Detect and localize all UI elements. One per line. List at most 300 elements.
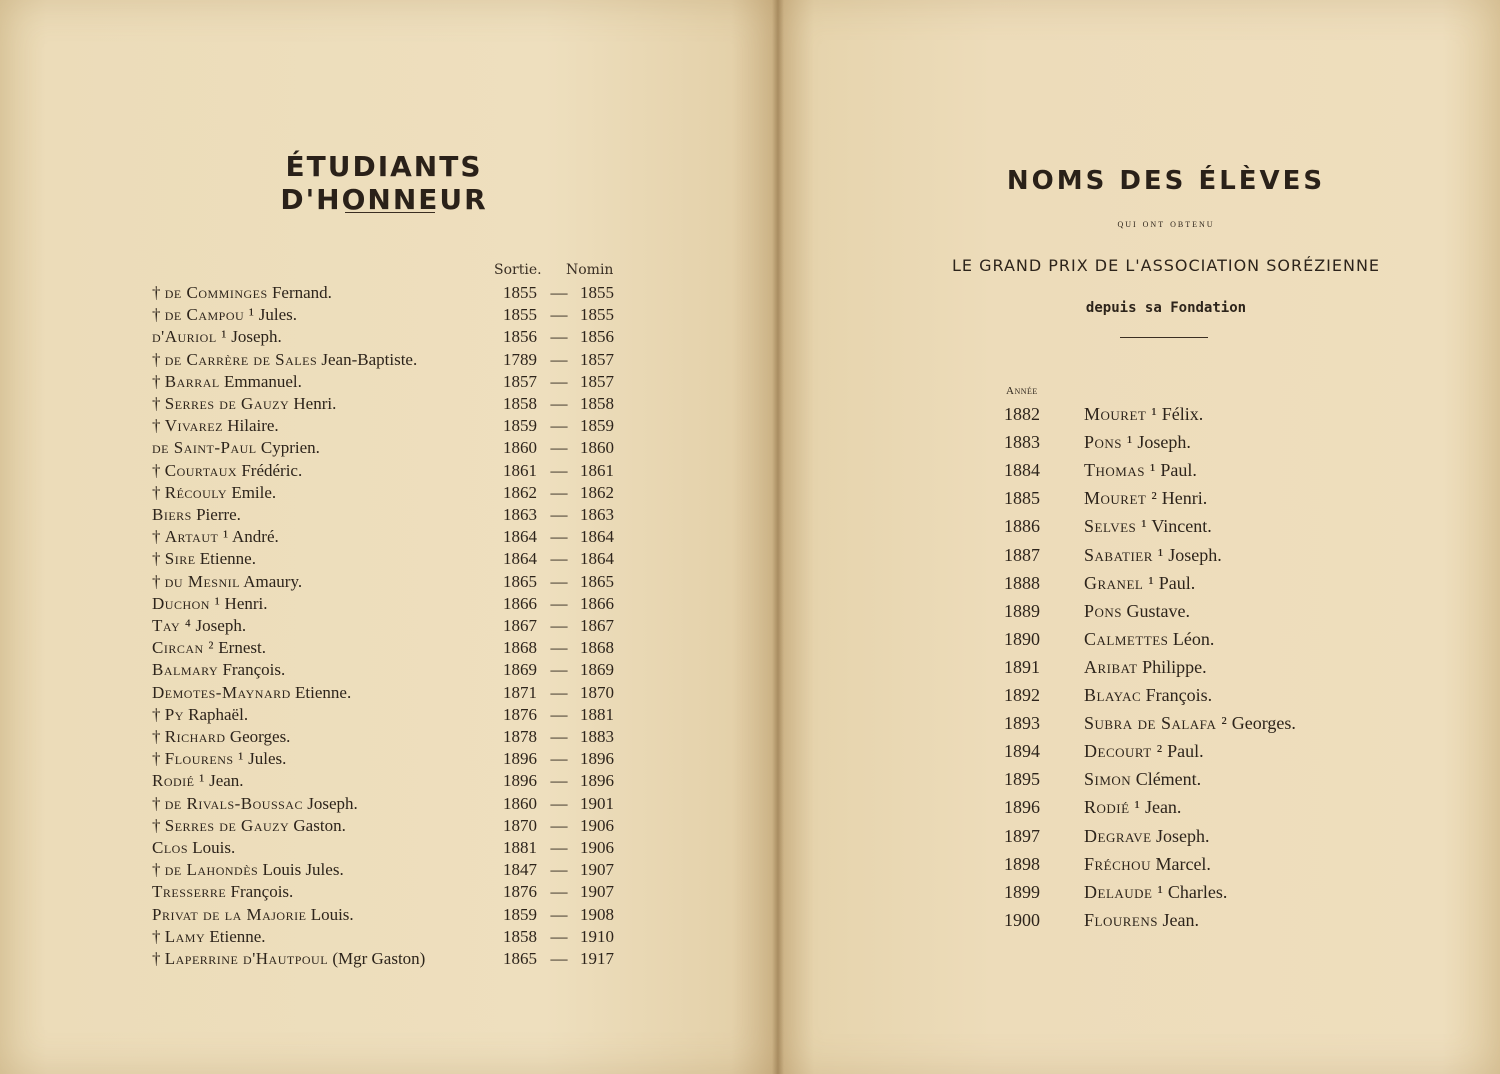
student-name bbox=[152, 637, 266, 659]
student-name bbox=[152, 326, 282, 348]
deceased-mark: † bbox=[152, 949, 165, 968]
prize-year: 1888 bbox=[1004, 572, 1040, 593]
year-dash: — bbox=[550, 904, 568, 924]
student-name bbox=[152, 415, 279, 437]
student-surname: de Saint-Paul bbox=[152, 438, 257, 458]
left-title-rule bbox=[345, 212, 435, 213]
student-surname: de Campou ¹ bbox=[164, 305, 255, 325]
deceased-mark: † bbox=[152, 571, 165, 591]
grand-prix-row bbox=[1004, 598, 1344, 624]
nomination-year: 1865 bbox=[580, 571, 614, 591]
nomination-year: 1907 bbox=[580, 882, 614, 902]
student-given-name: Joseph. bbox=[302, 793, 358, 813]
student-given-name: (Mgr Gaston) bbox=[328, 949, 426, 968]
laureate-given-name: Georges. bbox=[1227, 713, 1296, 734]
nomination-year: 1896 bbox=[580, 749, 614, 769]
nomination-year: 1859 bbox=[580, 416, 614, 436]
grand-prix-row bbox=[1004, 654, 1344, 680]
prize-year: 1889 bbox=[1004, 600, 1040, 621]
year-dash: — bbox=[550, 371, 568, 391]
prize-year: 1900 bbox=[1004, 909, 1040, 930]
laureate-name bbox=[1084, 710, 1296, 736]
student-surname: Vivarez bbox=[164, 416, 223, 436]
student-surname: d'Auriol ¹ bbox=[152, 327, 228, 347]
student-surname: de Comminges bbox=[164, 283, 268, 302]
honor-student-row bbox=[152, 748, 622, 770]
nomination-year: 1868 bbox=[580, 638, 614, 658]
year-dash: — bbox=[550, 394, 568, 413]
grand-prix-row bbox=[1004, 485, 1344, 511]
student-surname: Biers bbox=[152, 505, 192, 524]
deceased-mark: † bbox=[152, 394, 165, 413]
student-name bbox=[152, 815, 346, 837]
nomination-year: 1857 bbox=[580, 371, 614, 391]
student-surname: Courtaux bbox=[164, 460, 238, 480]
deceased-mark: † bbox=[152, 549, 165, 569]
student-name bbox=[152, 593, 268, 615]
year-dash: — bbox=[550, 438, 568, 458]
prize-year: 1883 bbox=[1004, 432, 1040, 453]
honor-student-row bbox=[152, 415, 622, 437]
student-surname: Serres de Gauzy bbox=[164, 394, 290, 413]
student-name bbox=[152, 837, 235, 859]
laureate-surname: Fréchou bbox=[1084, 853, 1151, 874]
student-given-name: Jean-Baptiste. bbox=[317, 349, 418, 369]
laureate-surname: Mouret ¹ bbox=[1084, 404, 1158, 424]
student-surname: Laperrine d'Hautpoul bbox=[164, 949, 329, 968]
honor-student-row bbox=[152, 659, 622, 681]
laureate-name bbox=[1084, 654, 1207, 680]
year-dash: — bbox=[550, 815, 568, 835]
student-given-name: François. bbox=[226, 882, 294, 902]
laureate-name bbox=[1084, 513, 1212, 539]
student-name bbox=[152, 770, 244, 792]
laureate-given-name: Vincent. bbox=[1147, 516, 1212, 537]
sortie-year: 1863 bbox=[503, 505, 537, 524]
deceased-mark: † bbox=[152, 860, 165, 880]
laureate-surname: Selves ¹ bbox=[1084, 516, 1148, 537]
student-name bbox=[152, 371, 302, 393]
honor-student-row bbox=[152, 637, 622, 659]
student-given-name: Henri. bbox=[289, 394, 337, 413]
laureate-name bbox=[1084, 907, 1199, 933]
honor-student-row bbox=[152, 704, 622, 726]
grand-prix-row bbox=[1004, 682, 1344, 708]
honor-student-row bbox=[152, 504, 622, 526]
left-page-title: ÉTUDIANTS D'HONNEUR bbox=[280, 150, 488, 216]
deceased-mark: † bbox=[152, 416, 165, 436]
laureate-name bbox=[1084, 429, 1191, 455]
col-header-annee: Année bbox=[1006, 385, 1038, 397]
grand-prix-row bbox=[1004, 542, 1344, 568]
deceased-mark: † bbox=[152, 527, 165, 547]
right-subtitle-3: depuis sa Fondation bbox=[1085, 300, 1247, 316]
student-given-name: Gaston. bbox=[289, 815, 346, 835]
grand-prix-row bbox=[1004, 907, 1344, 933]
student-surname: Privat de la Majorie bbox=[152, 904, 307, 924]
student-given-name: Jules. bbox=[254, 305, 298, 325]
student-surname: Circan ² bbox=[152, 638, 215, 658]
nomination-year: 1855 bbox=[580, 283, 614, 302]
nomination-year: 1858 bbox=[580, 394, 614, 413]
grand-prix-row bbox=[1004, 570, 1344, 596]
deceased-mark: † bbox=[152, 283, 165, 302]
grand-prix-row bbox=[1004, 513, 1344, 539]
honor-student-row bbox=[152, 482, 622, 504]
honor-student-row bbox=[152, 859, 622, 881]
laureate-surname: Sabatier ¹ bbox=[1084, 544, 1164, 565]
laureate-surname: Rodié ¹ bbox=[1084, 797, 1141, 818]
year-dash: — bbox=[550, 616, 568, 635]
sortie-year: 1861 bbox=[503, 460, 537, 480]
student-given-name: Joseph. bbox=[191, 616, 247, 635]
student-given-name: Henri. bbox=[220, 593, 268, 613]
year-dash: — bbox=[550, 860, 568, 880]
sortie-year: 1856 bbox=[503, 327, 537, 347]
student-name bbox=[152, 904, 354, 926]
grand-prix-row bbox=[1004, 710, 1344, 736]
prize-year: 1898 bbox=[1004, 853, 1040, 874]
col-header-sortie: Sortie. bbox=[494, 262, 542, 278]
sortie-year: 1858 bbox=[503, 926, 537, 946]
student-surname: Duchon ¹ bbox=[152, 593, 221, 613]
laureate-name bbox=[1084, 485, 1207, 511]
student-surname: Barral bbox=[164, 371, 220, 391]
nomination-year: 1910 bbox=[580, 926, 614, 946]
honor-student-row bbox=[152, 437, 622, 459]
student-given-name: Emmanuel. bbox=[219, 371, 302, 391]
laureate-surname: Mouret ² bbox=[1084, 488, 1158, 509]
deceased-mark: † bbox=[152, 460, 165, 480]
prize-year: 1896 bbox=[1004, 797, 1040, 818]
year-dash: — bbox=[550, 283, 568, 302]
sortie-year: 1858 bbox=[503, 394, 537, 413]
student-name bbox=[152, 748, 286, 770]
laureate-given-name: François. bbox=[1141, 685, 1213, 705]
student-surname: Richard bbox=[164, 727, 226, 746]
deceased-mark: † bbox=[152, 704, 165, 724]
sortie-year: 1866 bbox=[503, 593, 537, 613]
right-subtitle-1: qui ont obtenu bbox=[1117, 216, 1215, 230]
laureate-name bbox=[1084, 682, 1212, 708]
prize-year: 1887 bbox=[1004, 544, 1040, 565]
student-given-name: Etienne. bbox=[290, 682, 352, 702]
sortie-year: 1876 bbox=[503, 704, 537, 724]
student-name bbox=[152, 304, 297, 326]
year-dash: — bbox=[550, 727, 568, 746]
student-name bbox=[152, 548, 256, 570]
grand-prix-row bbox=[1004, 879, 1344, 905]
sortie-year: 1860 bbox=[503, 793, 537, 813]
deceased-mark: † bbox=[152, 815, 165, 835]
sortie-year: 1857 bbox=[503, 371, 537, 391]
honor-student-row bbox=[152, 371, 622, 393]
year-dash: — bbox=[550, 949, 568, 968]
student-given-name: Louis Jules. bbox=[258, 860, 344, 880]
student-surname: de Carrère de Sales bbox=[164, 349, 318, 369]
student-given-name: Fernand. bbox=[267, 283, 332, 302]
col-header-nomin: Nomin bbox=[566, 262, 614, 278]
laureate-given-name: Paul. bbox=[1162, 741, 1204, 762]
student-name bbox=[152, 615, 246, 637]
student-surname: Rodié ¹ bbox=[152, 771, 205, 791]
laureate-given-name: Joseph. bbox=[1132, 432, 1191, 453]
student-name bbox=[152, 659, 285, 681]
student-given-name: Emile. bbox=[227, 482, 277, 502]
grand-prix-row bbox=[1004, 851, 1344, 877]
year-dash: — bbox=[550, 349, 568, 369]
laureate-name bbox=[1084, 598, 1190, 624]
honor-student-row bbox=[152, 326, 622, 348]
laureate-given-name: Jean. bbox=[1157, 909, 1199, 930]
year-dash: — bbox=[550, 505, 568, 524]
sortie-year: 1859 bbox=[503, 904, 537, 924]
laureate-given-name: Philippe. bbox=[1137, 656, 1207, 677]
honor-student-row bbox=[152, 526, 622, 548]
student-given-name: Georges. bbox=[225, 727, 291, 746]
nomination-year: 1896 bbox=[580, 771, 614, 791]
laureate-name bbox=[1084, 851, 1211, 877]
year-dash: — bbox=[550, 704, 568, 724]
year-dash: — bbox=[550, 527, 568, 547]
year-dash: — bbox=[550, 416, 568, 436]
nomination-year: 1857 bbox=[580, 349, 614, 369]
year-dash: — bbox=[550, 660, 568, 680]
nomination-year: 1907 bbox=[580, 860, 614, 880]
student-name bbox=[152, 349, 417, 371]
student-name bbox=[152, 793, 358, 815]
laureate-given-name: Félix. bbox=[1157, 404, 1204, 424]
student-given-name: Jules. bbox=[243, 749, 287, 769]
grand-prix-row bbox=[1004, 738, 1344, 764]
laureate-given-name: Joseph. bbox=[1151, 825, 1210, 846]
student-surname: Récouly bbox=[164, 482, 228, 502]
student-name bbox=[152, 926, 266, 948]
grand-prix-row bbox=[1004, 457, 1344, 483]
year-dash: — bbox=[550, 749, 568, 769]
student-surname: Lamy bbox=[164, 926, 206, 946]
laureate-name bbox=[1084, 738, 1204, 764]
sortie-year: 1896 bbox=[503, 749, 537, 769]
laureate-given-name: Clément. bbox=[1131, 769, 1202, 790]
student-given-name: Hilaire. bbox=[222, 416, 279, 436]
sortie-year: 1865 bbox=[503, 949, 537, 968]
laureate-surname: Decourt ² bbox=[1084, 741, 1163, 762]
nomination-year: 1917 bbox=[580, 949, 614, 968]
prize-year: 1884 bbox=[1004, 460, 1040, 481]
sortie-year: 1876 bbox=[503, 882, 537, 902]
grand-prix-row bbox=[1004, 626, 1344, 652]
student-name bbox=[152, 726, 290, 748]
laureate-surname: Flourens bbox=[1084, 909, 1158, 930]
student-given-name: Louis. bbox=[188, 838, 236, 857]
year-dash: — bbox=[550, 549, 568, 569]
honor-student-row bbox=[152, 393, 622, 415]
prize-year: 1891 bbox=[1004, 656, 1040, 677]
laureate-name bbox=[1084, 766, 1201, 792]
laureate-given-name: Jean. bbox=[1140, 797, 1182, 818]
student-surname: Py bbox=[164, 704, 184, 724]
deceased-mark: † bbox=[152, 793, 165, 813]
student-given-name: André. bbox=[228, 527, 279, 547]
laureate-name bbox=[1084, 879, 1227, 905]
student-given-name: Ernest. bbox=[214, 638, 266, 658]
deceased-mark: † bbox=[152, 727, 165, 746]
nomination-year: 1855 bbox=[580, 305, 614, 325]
honor-student-row bbox=[152, 904, 622, 926]
nomination-year: 1866 bbox=[580, 593, 614, 613]
laureate-surname: Pons bbox=[1084, 600, 1123, 621]
grand-prix-row bbox=[1004, 823, 1344, 849]
honor-student-row bbox=[152, 770, 622, 792]
student-name bbox=[152, 859, 344, 881]
prize-year: 1899 bbox=[1004, 881, 1040, 902]
laureate-name bbox=[1084, 626, 1214, 652]
year-dash: — bbox=[550, 460, 568, 480]
student-name bbox=[152, 460, 302, 482]
honor-student-row bbox=[152, 948, 622, 970]
honor-student-row bbox=[152, 349, 622, 371]
nomination-year: 1867 bbox=[580, 616, 614, 635]
honor-student-row bbox=[152, 793, 622, 815]
grand-prix-row bbox=[1004, 766, 1344, 792]
grand-prix-row bbox=[1004, 401, 1344, 427]
sortie-year: 1789 bbox=[503, 349, 537, 369]
right-page-title: NOMS DES ÉLÈVES bbox=[1006, 166, 1326, 196]
year-dash: — bbox=[550, 926, 568, 946]
nomination-year: 1870 bbox=[580, 682, 614, 702]
laureate-surname: Pons ¹ bbox=[1084, 432, 1133, 453]
prize-year: 1897 bbox=[1004, 825, 1040, 846]
year-dash: — bbox=[550, 327, 568, 347]
prize-year: 1895 bbox=[1004, 769, 1040, 790]
laureate-name bbox=[1084, 542, 1222, 568]
honor-student-row bbox=[152, 282, 622, 304]
laureate-given-name: Marcel. bbox=[1150, 853, 1211, 874]
nomination-year: 1864 bbox=[580, 549, 614, 569]
sortie-year: 1864 bbox=[503, 527, 537, 547]
student-name bbox=[152, 482, 276, 504]
year-dash: — bbox=[550, 571, 568, 591]
student-surname: Serres de Gauzy bbox=[164, 815, 290, 835]
sortie-year: 1867 bbox=[503, 616, 537, 635]
student-surname: Tay ⁴ bbox=[152, 616, 192, 635]
sortie-year: 1870 bbox=[503, 815, 537, 835]
student-name bbox=[152, 881, 293, 903]
laureate-given-name: Charles. bbox=[1163, 881, 1228, 902]
student-given-name: Amaury. bbox=[239, 571, 303, 591]
student-given-name: Louis. bbox=[306, 904, 354, 924]
year-dash: — bbox=[550, 638, 568, 658]
student-given-name: Etienne. bbox=[205, 926, 266, 946]
nomination-year: 1883 bbox=[580, 727, 614, 746]
nomination-year: 1906 bbox=[580, 838, 614, 857]
prize-year: 1894 bbox=[1004, 741, 1040, 762]
laureate-surname: Degrave bbox=[1084, 825, 1152, 846]
laureate-surname: Granel ¹ bbox=[1084, 572, 1155, 593]
sortie-year: 1865 bbox=[503, 571, 537, 591]
sortie-year: 1847 bbox=[503, 860, 537, 880]
laureate-name bbox=[1084, 794, 1181, 820]
sortie-year: 1855 bbox=[503, 305, 537, 325]
honor-student-row bbox=[152, 615, 622, 637]
year-dash: — bbox=[550, 682, 568, 702]
student-name bbox=[152, 437, 320, 459]
deceased-mark: † bbox=[152, 349, 165, 369]
prize-year: 1885 bbox=[1004, 488, 1040, 509]
honor-student-row bbox=[152, 837, 622, 859]
laureate-given-name: Gustave. bbox=[1122, 600, 1191, 621]
nomination-year: 1863 bbox=[580, 505, 614, 524]
laureate-surname: Thomas ¹ bbox=[1084, 460, 1156, 481]
student-surname: Balmary bbox=[152, 660, 219, 680]
student-given-name: Pierre. bbox=[191, 505, 241, 524]
laureate-name bbox=[1084, 401, 1203, 427]
right-subtitle-2: LE GRAND PRIX DE L'ASSOCIATION SORÉZIENNE bbox=[951, 256, 1381, 275]
laureate-surname: Blayac bbox=[1084, 685, 1142, 705]
year-dash: — bbox=[550, 305, 568, 325]
prize-year: 1886 bbox=[1004, 516, 1040, 537]
sortie-year: 1862 bbox=[503, 482, 537, 502]
honor-student-row bbox=[152, 926, 622, 948]
student-given-name: Raphaël. bbox=[183, 704, 249, 724]
honor-student-row bbox=[152, 726, 622, 748]
prize-year: 1882 bbox=[1004, 404, 1040, 424]
student-name bbox=[152, 571, 302, 593]
student-surname: Demotes-Maynard bbox=[152, 682, 291, 702]
student-name bbox=[152, 526, 279, 548]
student-given-name: Jean. bbox=[204, 771, 244, 791]
laureate-surname: Aribat bbox=[1084, 656, 1138, 677]
laureate-given-name: Paul. bbox=[1154, 572, 1196, 593]
student-surname: de Lahondès bbox=[164, 860, 259, 880]
laureate-name bbox=[1084, 457, 1197, 483]
laureate-given-name: Henri. bbox=[1157, 488, 1208, 509]
prize-year: 1890 bbox=[1004, 628, 1040, 649]
student-name bbox=[152, 504, 241, 526]
student-name bbox=[152, 704, 248, 726]
book-gutter bbox=[772, 0, 784, 1074]
honor-student-row bbox=[152, 815, 622, 837]
student-surname: Flourens ¹ bbox=[164, 749, 244, 769]
student-given-name: Frédéric. bbox=[237, 460, 303, 480]
student-surname: Sire bbox=[164, 549, 196, 569]
sortie-year: 1860 bbox=[503, 438, 537, 458]
student-surname: du Mesnil bbox=[164, 571, 240, 591]
deceased-mark: † bbox=[152, 371, 165, 391]
honor-student-row bbox=[152, 682, 622, 704]
year-dash: — bbox=[550, 882, 568, 902]
student-surname: Clos bbox=[152, 838, 189, 857]
student-surname: de Rivals-Boussac bbox=[164, 793, 303, 813]
nomination-year: 1864 bbox=[580, 527, 614, 547]
nomination-year: 1881 bbox=[580, 704, 614, 724]
nomination-year: 1901 bbox=[580, 793, 614, 813]
nomination-year: 1906 bbox=[580, 815, 614, 835]
prize-year: 1893 bbox=[1004, 713, 1040, 734]
deceased-mark: † bbox=[152, 305, 165, 325]
year-dash: — bbox=[550, 593, 568, 613]
nomination-year: 1861 bbox=[580, 460, 614, 480]
prize-year: 1892 bbox=[1004, 685, 1040, 705]
sortie-year: 1869 bbox=[503, 660, 537, 680]
deceased-mark: † bbox=[152, 482, 165, 502]
student-surname: Artaut ¹ bbox=[164, 527, 229, 547]
student-given-name: Joseph. bbox=[227, 327, 282, 347]
laureate-surname: Calmettes bbox=[1084, 628, 1169, 649]
year-dash: — bbox=[550, 793, 568, 813]
grand-prix-row bbox=[1004, 794, 1344, 820]
